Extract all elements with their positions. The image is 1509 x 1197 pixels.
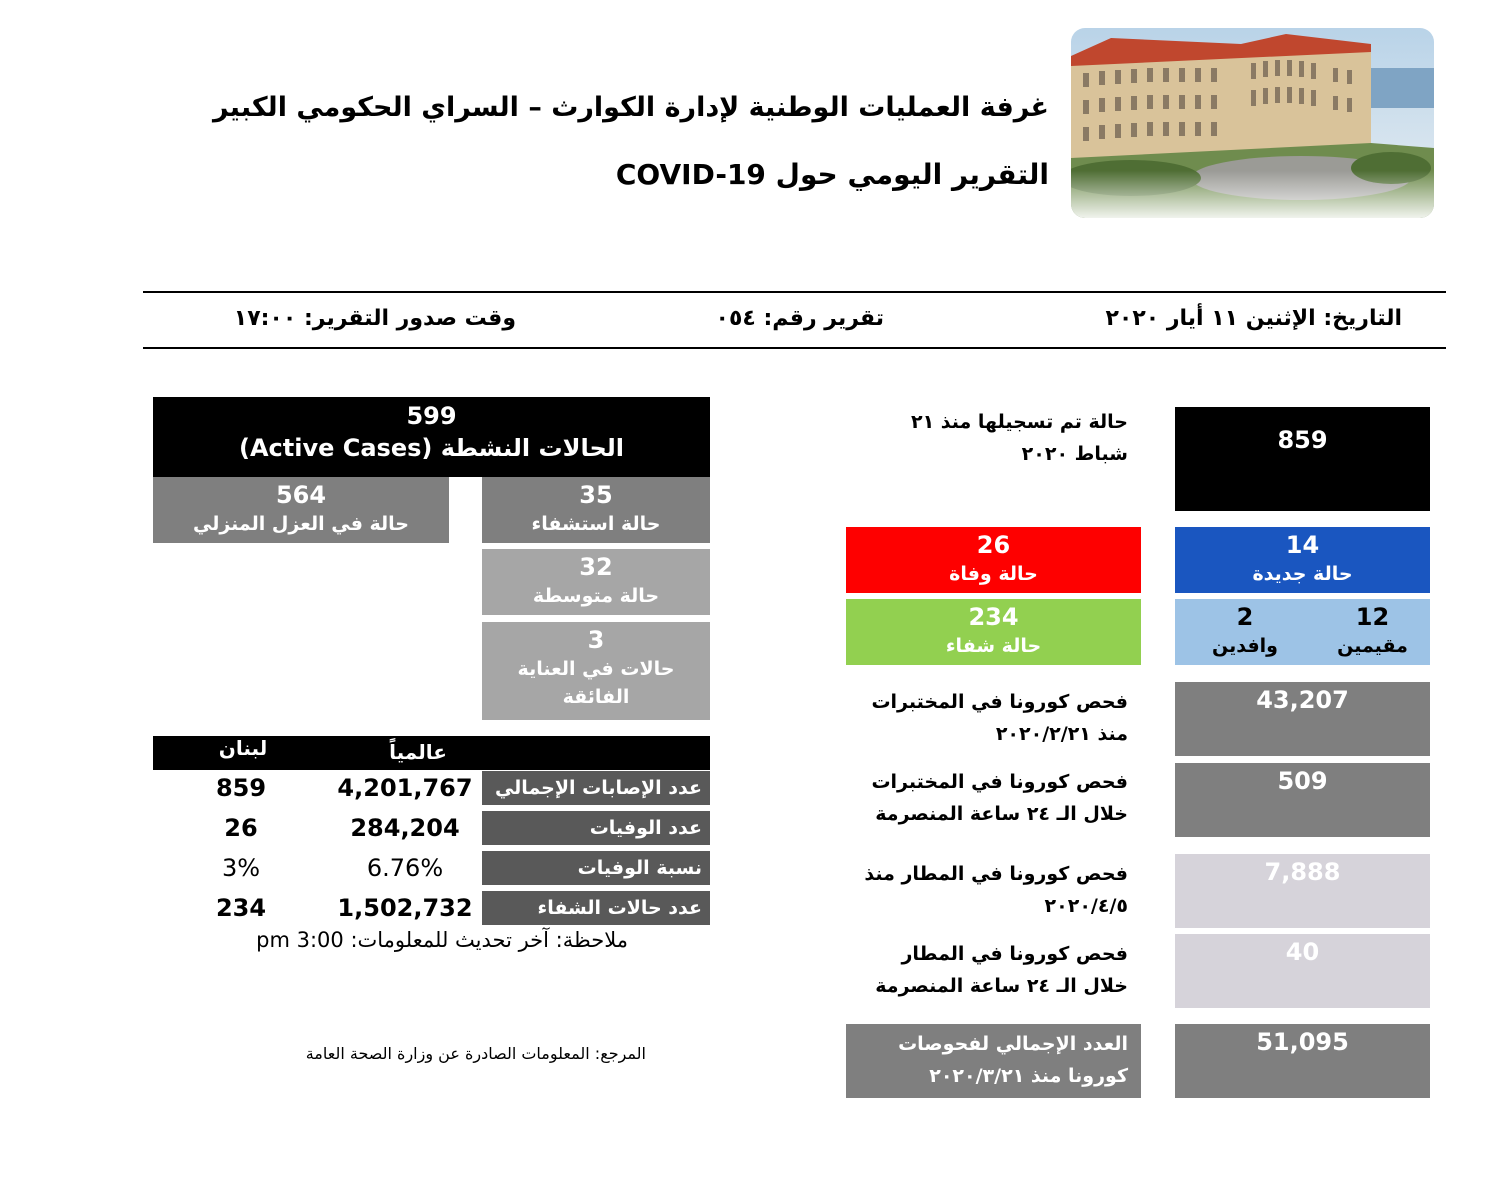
test-grand-total-label xyxy=(898,1028,1128,1092)
deaths-value: 26 xyxy=(976,531,1011,559)
total-cases-label-line1: حالة تم تسجيلها منذ ٢١ xyxy=(910,411,1128,433)
moderate-value: 32 xyxy=(579,553,613,581)
col-world-header: عالمياً xyxy=(389,740,447,764)
test-lab-total-value: 43,207 xyxy=(1256,686,1349,714)
stats-row-label-death-rate: نسبة الوفيات xyxy=(482,851,710,885)
header-rule-top xyxy=(143,291,1446,293)
active-cases-label: الحالات النشطة (Active Cases) xyxy=(238,434,624,462)
report-title-line1: غرفة العمليات الوطنية لإدارة الكوارث – السراي الحكومي الكبير xyxy=(213,92,1049,123)
new-cases-label: حالة جديدة xyxy=(1252,563,1353,585)
test-lab-24h-value: 509 xyxy=(1277,767,1328,795)
test-lab-total-box xyxy=(1175,682,1430,756)
test-airport-24h-box xyxy=(1175,934,1430,1008)
deaths-box xyxy=(846,527,1141,593)
report-issue-time: وقت صدور التقرير: ١٧:٠٠ xyxy=(233,306,516,331)
icu-label-line2: الفائقة xyxy=(562,686,630,708)
report-date: التاريخ: الإثنين ١١ أيار ٢٠٢٠ xyxy=(1105,306,1402,331)
hospitalized-box xyxy=(482,477,710,543)
stats-world-death-rate: 6.76% xyxy=(366,854,444,882)
stats-table-header xyxy=(153,736,710,770)
test-airport-24h-line1: فحص كورونا في المطار xyxy=(901,943,1128,965)
test-lab-24h-line1: فحص كورونا في المختبرات xyxy=(871,771,1128,793)
home-isolation-label: حالة في العزل المنزلي xyxy=(193,513,409,535)
test-airport-total-line1: فحص كورونا في المطار منذ xyxy=(864,863,1128,885)
arrivals-cell xyxy=(1195,599,1295,660)
icu-box xyxy=(482,622,710,720)
residents-label: مقيمين xyxy=(1337,635,1408,657)
stats-lebanon-death-rate: 3% xyxy=(221,854,261,882)
test-airport-24h-line2: خلال الـ ٢٤ ساعة المنصرمة xyxy=(875,975,1128,997)
stats-row-label-total: عدد الإصابات الإجمالي xyxy=(482,771,710,805)
test-airport-24h-label xyxy=(875,938,1128,1002)
total-cases-label xyxy=(911,406,1128,470)
update-note: ملاحظة: آخر تحديث للمعلومات: 3:00 pm xyxy=(256,928,628,952)
active-cases-box xyxy=(153,397,710,477)
test-grand-total-label-box xyxy=(846,1024,1141,1098)
hospitalized-value: 35 xyxy=(579,481,613,509)
stats-lebanon-recovered: 234 xyxy=(215,894,267,922)
test-lab-24h-line2: خلال الـ ٢٤ ساعة المنصرمة xyxy=(875,803,1128,825)
serail-building-photo xyxy=(1071,28,1434,218)
deaths-label: حالة وفاة xyxy=(949,563,1038,585)
stats-row-label-deaths: عدد الوفيات xyxy=(482,811,710,845)
arrivals-value: 2 xyxy=(1236,603,1254,631)
col-lebanon-header: لبنان xyxy=(218,736,268,760)
test-airport-total-value: 7,888 xyxy=(1264,858,1341,886)
test-lab-total-label xyxy=(871,686,1128,750)
stats-world-recovered: 1,502,732 xyxy=(337,894,473,922)
residents-arrivals-box xyxy=(1175,599,1430,665)
stats-world-total: 4,201,767 xyxy=(337,774,473,802)
home-isolation-box xyxy=(153,477,449,543)
stats-row-label-recovered: عدد حالات الشفاء xyxy=(482,891,710,925)
test-airport-total-label xyxy=(864,858,1128,922)
total-cases-label-line2: شباط ٢٠٢٠ xyxy=(1021,443,1128,465)
stats-world-deaths: 284,204 xyxy=(350,814,460,842)
stats-lebanon-total: 859 xyxy=(215,774,267,802)
residents-value: 12 xyxy=(1355,603,1390,631)
source-reference: المرجع: المعلومات الصادرة عن وزارة الصحة العامة xyxy=(305,1044,646,1063)
moderate-label: حالة متوسطة xyxy=(532,585,660,607)
test-grand-total-line1: العدد الإجمالي لفحوصات xyxy=(898,1033,1128,1055)
header-rule-bottom xyxy=(143,347,1446,349)
recovered-value: 234 xyxy=(968,603,1019,631)
total-cases-value: 859 xyxy=(1277,426,1328,454)
home-isolation-value: 564 xyxy=(275,481,327,509)
test-grand-total-value: 51,095 xyxy=(1256,1028,1349,1056)
test-airport-24h-value: 40 xyxy=(1285,938,1320,966)
new-cases-value: 14 xyxy=(1285,531,1320,559)
test-lab-24h-label xyxy=(871,766,1128,830)
icu-label-line1: حالات في العناية xyxy=(517,658,675,680)
hospitalized-label: حالة استشفاء xyxy=(531,513,661,535)
test-lab-24h-box xyxy=(1175,763,1430,837)
report-title-line2: التقرير اليومي حول COVID-19 xyxy=(615,158,1049,191)
residents-cell xyxy=(1315,599,1430,660)
arrivals-label: وافدين xyxy=(1212,635,1278,657)
test-grand-total-box xyxy=(1175,1024,1430,1098)
test-airport-total-line2: ٢٠٢٠/٤/٥ xyxy=(1044,895,1128,917)
test-lab-total-line2: منذ ٢٠٢٠/٢/٢١ xyxy=(995,723,1128,745)
recovered-label: حالة شفاء xyxy=(945,635,1042,657)
stats-lebanon-deaths: 26 xyxy=(224,814,258,842)
new-cases-box xyxy=(1175,527,1430,593)
report-number: تقرير رقم: ٠٥٤ xyxy=(715,306,884,331)
icu-value: 3 xyxy=(587,626,605,654)
moderate-box xyxy=(482,549,710,615)
active-cases-value: 599 xyxy=(406,402,457,430)
total-cases-box xyxy=(1175,407,1430,511)
test-airport-total-box xyxy=(1175,854,1430,928)
test-lab-total-line1: فحص كورونا في المختبرات xyxy=(871,691,1128,713)
recovered-box xyxy=(846,599,1141,665)
test-grand-total-line2: كورونا منذ ٢٠٢٠/٣/٢١ xyxy=(929,1065,1128,1087)
